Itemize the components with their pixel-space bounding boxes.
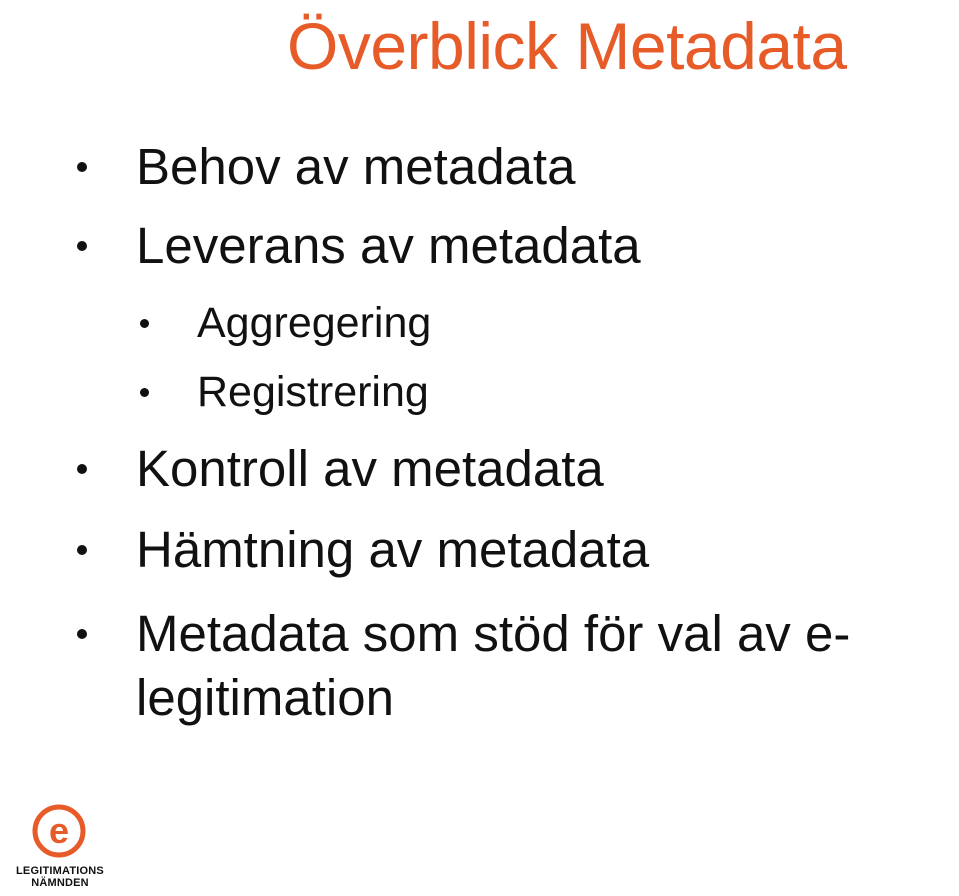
bullet-dot-icon xyxy=(77,629,87,639)
bullet-text: Leverans av metadata xyxy=(136,217,641,274)
logo-line-2: NÄMNDEN xyxy=(31,877,89,889)
bullet-text: Metadata som stöd för val av e- xyxy=(136,605,851,662)
logo-line-1: LEGITIMATIONS xyxy=(16,865,104,877)
bullet-item xyxy=(0,137,959,197)
sub-bullet-text: Registrering xyxy=(197,368,429,416)
bullet-text: Kontroll av metadata xyxy=(136,440,604,497)
sub-bullet-item xyxy=(0,297,959,349)
slide-title: Överblick Metadata xyxy=(287,9,847,83)
bullet-text-continuation: legitimation xyxy=(136,669,394,726)
bullet-item xyxy=(0,520,959,580)
legitimationsnamnden-logo xyxy=(0,793,120,896)
bullet-dot-icon xyxy=(140,388,149,397)
svg-text:e: e xyxy=(48,810,70,851)
bullet-text: Hämtning av metadata xyxy=(136,521,650,578)
bullet-text: Behov av metadata xyxy=(136,138,576,195)
e-letter-ring-icon xyxy=(31,803,87,859)
bullet-item xyxy=(0,216,959,276)
bullet-dot-icon xyxy=(77,162,87,172)
bullet-dot-icon xyxy=(77,545,87,555)
sub-bullet-item xyxy=(0,366,959,418)
bullet-item xyxy=(0,604,959,734)
sub-bullet-text: Aggregering xyxy=(197,299,432,347)
bullet-dot-icon xyxy=(77,241,87,251)
bullet-item xyxy=(0,439,959,499)
bullet-dot-icon xyxy=(140,319,149,328)
bullet-dot-icon xyxy=(77,464,87,474)
